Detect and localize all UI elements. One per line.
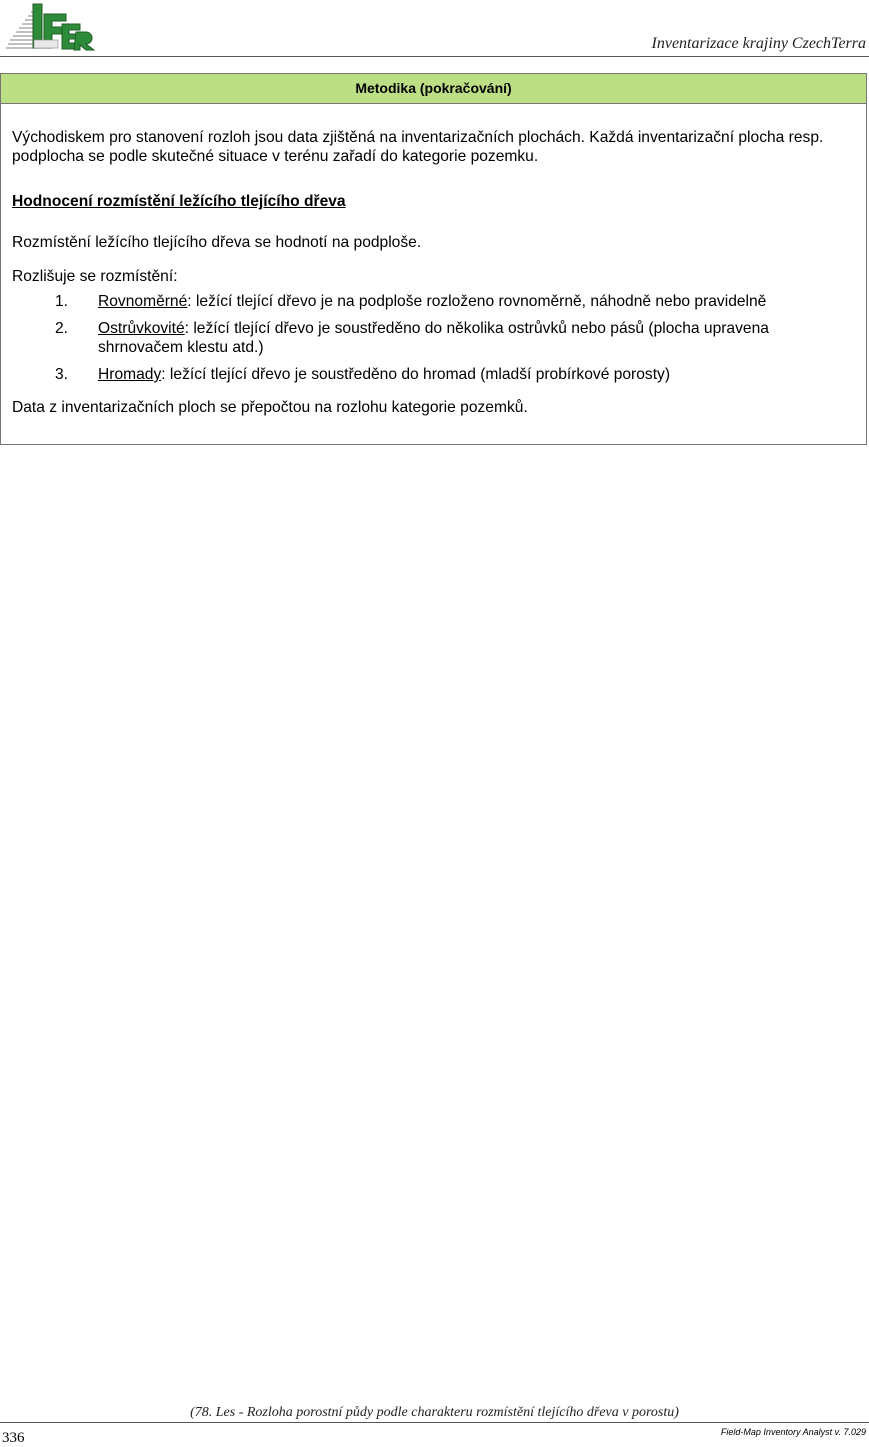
paragraph-subplot: Rozmístění ležícího tlejícího dřeva se hodnotí na podploše. xyxy=(12,234,422,251)
header-divider xyxy=(0,56,869,57)
term-description: : ležící tlející dřevo je soustředěno do několika ostrůvků nebo pásů (plocha upravena shrnovačem klestu atd.) xyxy=(98,320,769,356)
footer-divider xyxy=(0,1422,869,1423)
ifer-logo xyxy=(4,2,96,52)
list-number: 3. xyxy=(55,366,69,383)
term-islands: Ostrůvkovité xyxy=(98,320,185,337)
list-item xyxy=(12,319,855,357)
term-description: : ležící tlející dřevo je na podploše rozloženo rovnoměrně, náhodně nebo pravidelně xyxy=(187,293,767,310)
page-number: 336 xyxy=(2,1430,25,1446)
list-number: 2. xyxy=(55,320,69,337)
list-text xyxy=(98,319,855,357)
term-even: Rovnoměrné xyxy=(98,293,188,310)
document-title: Inventarizace krajiny CzechTerra xyxy=(651,35,866,52)
methodology-box xyxy=(0,73,867,445)
list-text xyxy=(98,365,855,384)
term-description: : ležící tlející dřevo je soustředěno do hromad (mladší probírkové porosty) xyxy=(161,366,671,383)
list-text xyxy=(98,292,855,311)
intro-paragraph: Východiskem pro stanovení rozloh jsou data zjištěná na inventarizačních plochách. Každá inventarizační plocha resp. podplocha se podle skutečné situace v terénu zařadí do kategorie pozemku. xyxy=(12,129,824,165)
list-number: 1. xyxy=(55,293,69,310)
figure-caption: (78. Les - Rozloha porostní půdy podle charakteru rozmístění tlejícího dřeva v porostu) xyxy=(190,1405,679,1420)
list-item xyxy=(12,292,855,311)
term-heaps: Hromady xyxy=(98,366,162,383)
paragraph-distinguish: Rozlišuje se rozmístění: xyxy=(12,268,178,285)
section-heading: Hodnocení rozmístění ležícího tlejícího dřeva xyxy=(12,193,346,210)
box-title: Metodika (pokračování) xyxy=(1,74,866,104)
distribution-list xyxy=(12,292,855,384)
list-item xyxy=(12,365,855,384)
paragraph-conversion: Data z inventarizačních ploch se přepočtou na rozlohu kategorie pozemků. xyxy=(12,399,528,416)
box-body xyxy=(1,104,866,417)
product-version: Field-Map Inventory Analyst v. 7.029 xyxy=(720,1427,866,1437)
